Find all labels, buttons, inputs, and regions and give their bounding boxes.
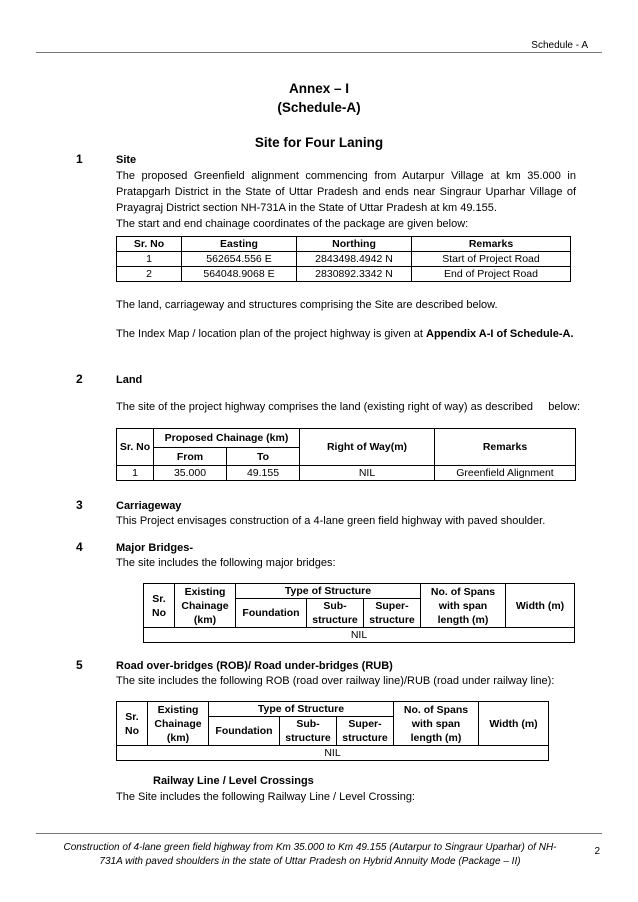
table-cell: 2843498.4942 N <box>297 252 412 267</box>
section-1-para: The proposed Greenfield alignment commencing from Autarpur Village at km 35.000 in Pratapgarh District in the State of Uttar Pradesh and ends near Singraur Uparhar Village of Prayagraj District section NH-731A in the State of Uttar Pradesh at km 49.155. <box>116 170 576 214</box>
schedule-title: (Schedule-A) <box>277 100 361 115</box>
section-1-para4 <box>116 326 576 342</box>
col-header: Super-structure <box>337 717 394 746</box>
nil-cell: NIL <box>144 628 575 643</box>
col-header: Remarks <box>412 237 571 252</box>
col-header: Right of Way(m) <box>300 429 435 466</box>
table-row <box>117 746 549 761</box>
col-header: Sr. No <box>117 237 182 252</box>
section-3-number: 3 <box>76 498 83 512</box>
col-header: To <box>227 448 300 466</box>
table-cell: 1 <box>117 466 154 481</box>
coordinates-table <box>116 236 571 282</box>
table-cell: 2830892.3342 N <box>297 267 412 282</box>
col-header: Sub-structure <box>307 599 364 628</box>
document-title: Site for Four Laning <box>254 135 384 150</box>
page-number: 2 <box>594 846 600 857</box>
col-header: Super-structure <box>364 599 421 628</box>
table-cell: 35.000 <box>154 466 227 481</box>
section-5-number: 5 <box>76 658 83 672</box>
col-header: Sr. No <box>144 584 175 628</box>
section-3-heading: Carriageway <box>116 500 182 512</box>
appendix-reference: Appendix A-I of Schedule-A. <box>426 328 574 340</box>
section-1-para4-text: The Index Map / location plan of the project highway is given at <box>116 328 427 340</box>
section-4-para: The site includes the following major bridges: <box>116 557 336 569</box>
table-cell: 1 <box>117 252 182 267</box>
table-cell: 49.155 <box>227 466 300 481</box>
col-header: Sub-structure <box>280 717 337 746</box>
section-4-number: 4 <box>76 540 83 554</box>
section-2-heading: Land <box>116 374 143 386</box>
table-header-row <box>117 429 576 448</box>
section-4-heading: Major Bridges- <box>116 542 194 554</box>
railway-heading: Railway Line / Level Crossings <box>153 775 314 787</box>
major-bridges-table <box>143 583 575 643</box>
section-2-para: The site of the project highway comprises the land (existing right of way) as described below: <box>116 401 581 413</box>
col-header: Type of Structure <box>209 702 394 717</box>
table-cell: 2 <box>117 267 182 282</box>
footer-rule <box>36 833 602 834</box>
col-header: Northing <box>297 237 412 252</box>
section-5-heading: Road over-bridges (ROB)/ Road under-bridges (RUB) <box>116 660 393 672</box>
rob-rub-table <box>116 701 549 761</box>
section-5-para: The site includes the following ROB (road over railway line)/RUB (road under railway line): <box>116 675 555 687</box>
col-header: No. of Spans with span length (m) <box>394 702 479 746</box>
section-3-para: This Project envisages construction of a 4-lane green field highway with paved shoulder. <box>116 515 546 527</box>
col-header: Easting <box>182 237 297 252</box>
footer-text: Construction of 4-lane green field highway from Km 35.000 to Km 49.155 (Autarpur to Singraur Uparhar) of NH-731A with paved shoulders in the state of Uttar Pradesh on Hybrid Annuity Mode (Package – II) <box>63 842 557 867</box>
running-header: Schedule - A <box>531 40 588 51</box>
section-1-heading: Site <box>116 154 137 166</box>
table-cell: 562654.556 E <box>182 252 297 267</box>
table-row <box>117 466 576 481</box>
table-cell: NIL <box>300 466 435 481</box>
land-table <box>116 428 576 481</box>
col-header: Foundation <box>209 717 280 746</box>
col-header: Existing Chainage (km) <box>175 584 236 628</box>
col-header: Width (m) <box>506 584 575 628</box>
col-header: Existing Chainage (km) <box>148 702 209 746</box>
section-2-number: 2 <box>76 372 83 386</box>
col-header: Proposed Chainage (km) <box>154 429 300 448</box>
section-1-para3: The land, carriageway and structures comprising the Site are described below. <box>116 299 498 311</box>
table-header-row <box>117 702 549 717</box>
col-header: Foundation <box>236 599 307 628</box>
table-row <box>144 628 575 643</box>
section-1-number: 1 <box>76 152 83 166</box>
table-row <box>117 267 571 282</box>
railway-para: The Site includes the following Railway Line / Level Crossing: <box>116 791 415 803</box>
header-rule <box>36 52 602 53</box>
col-header: Remarks <box>435 429 576 466</box>
annex-title: Annex – I <box>288 81 350 96</box>
table-row <box>117 252 571 267</box>
table-cell: Greenfield Alignment <box>435 466 576 481</box>
section-1-para2: The start and end chainage coordinates of the package are given below: <box>116 218 469 230</box>
col-header: From <box>154 448 227 466</box>
table-cell: 564048.9068 E <box>182 267 297 282</box>
table-header-row <box>117 237 571 252</box>
nil-cell: NIL <box>117 746 549 761</box>
table-cell: Start of Project Road <box>412 252 571 267</box>
col-header: No. of Spans with span length (m) <box>421 584 506 628</box>
col-header: Sr. No <box>117 702 148 746</box>
col-header: Width (m) <box>479 702 549 746</box>
table-cell: End of Project Road <box>412 267 571 282</box>
col-header: Type of Structure <box>236 584 421 599</box>
table-header-row <box>144 584 575 599</box>
col-header: Sr. No <box>117 429 154 466</box>
